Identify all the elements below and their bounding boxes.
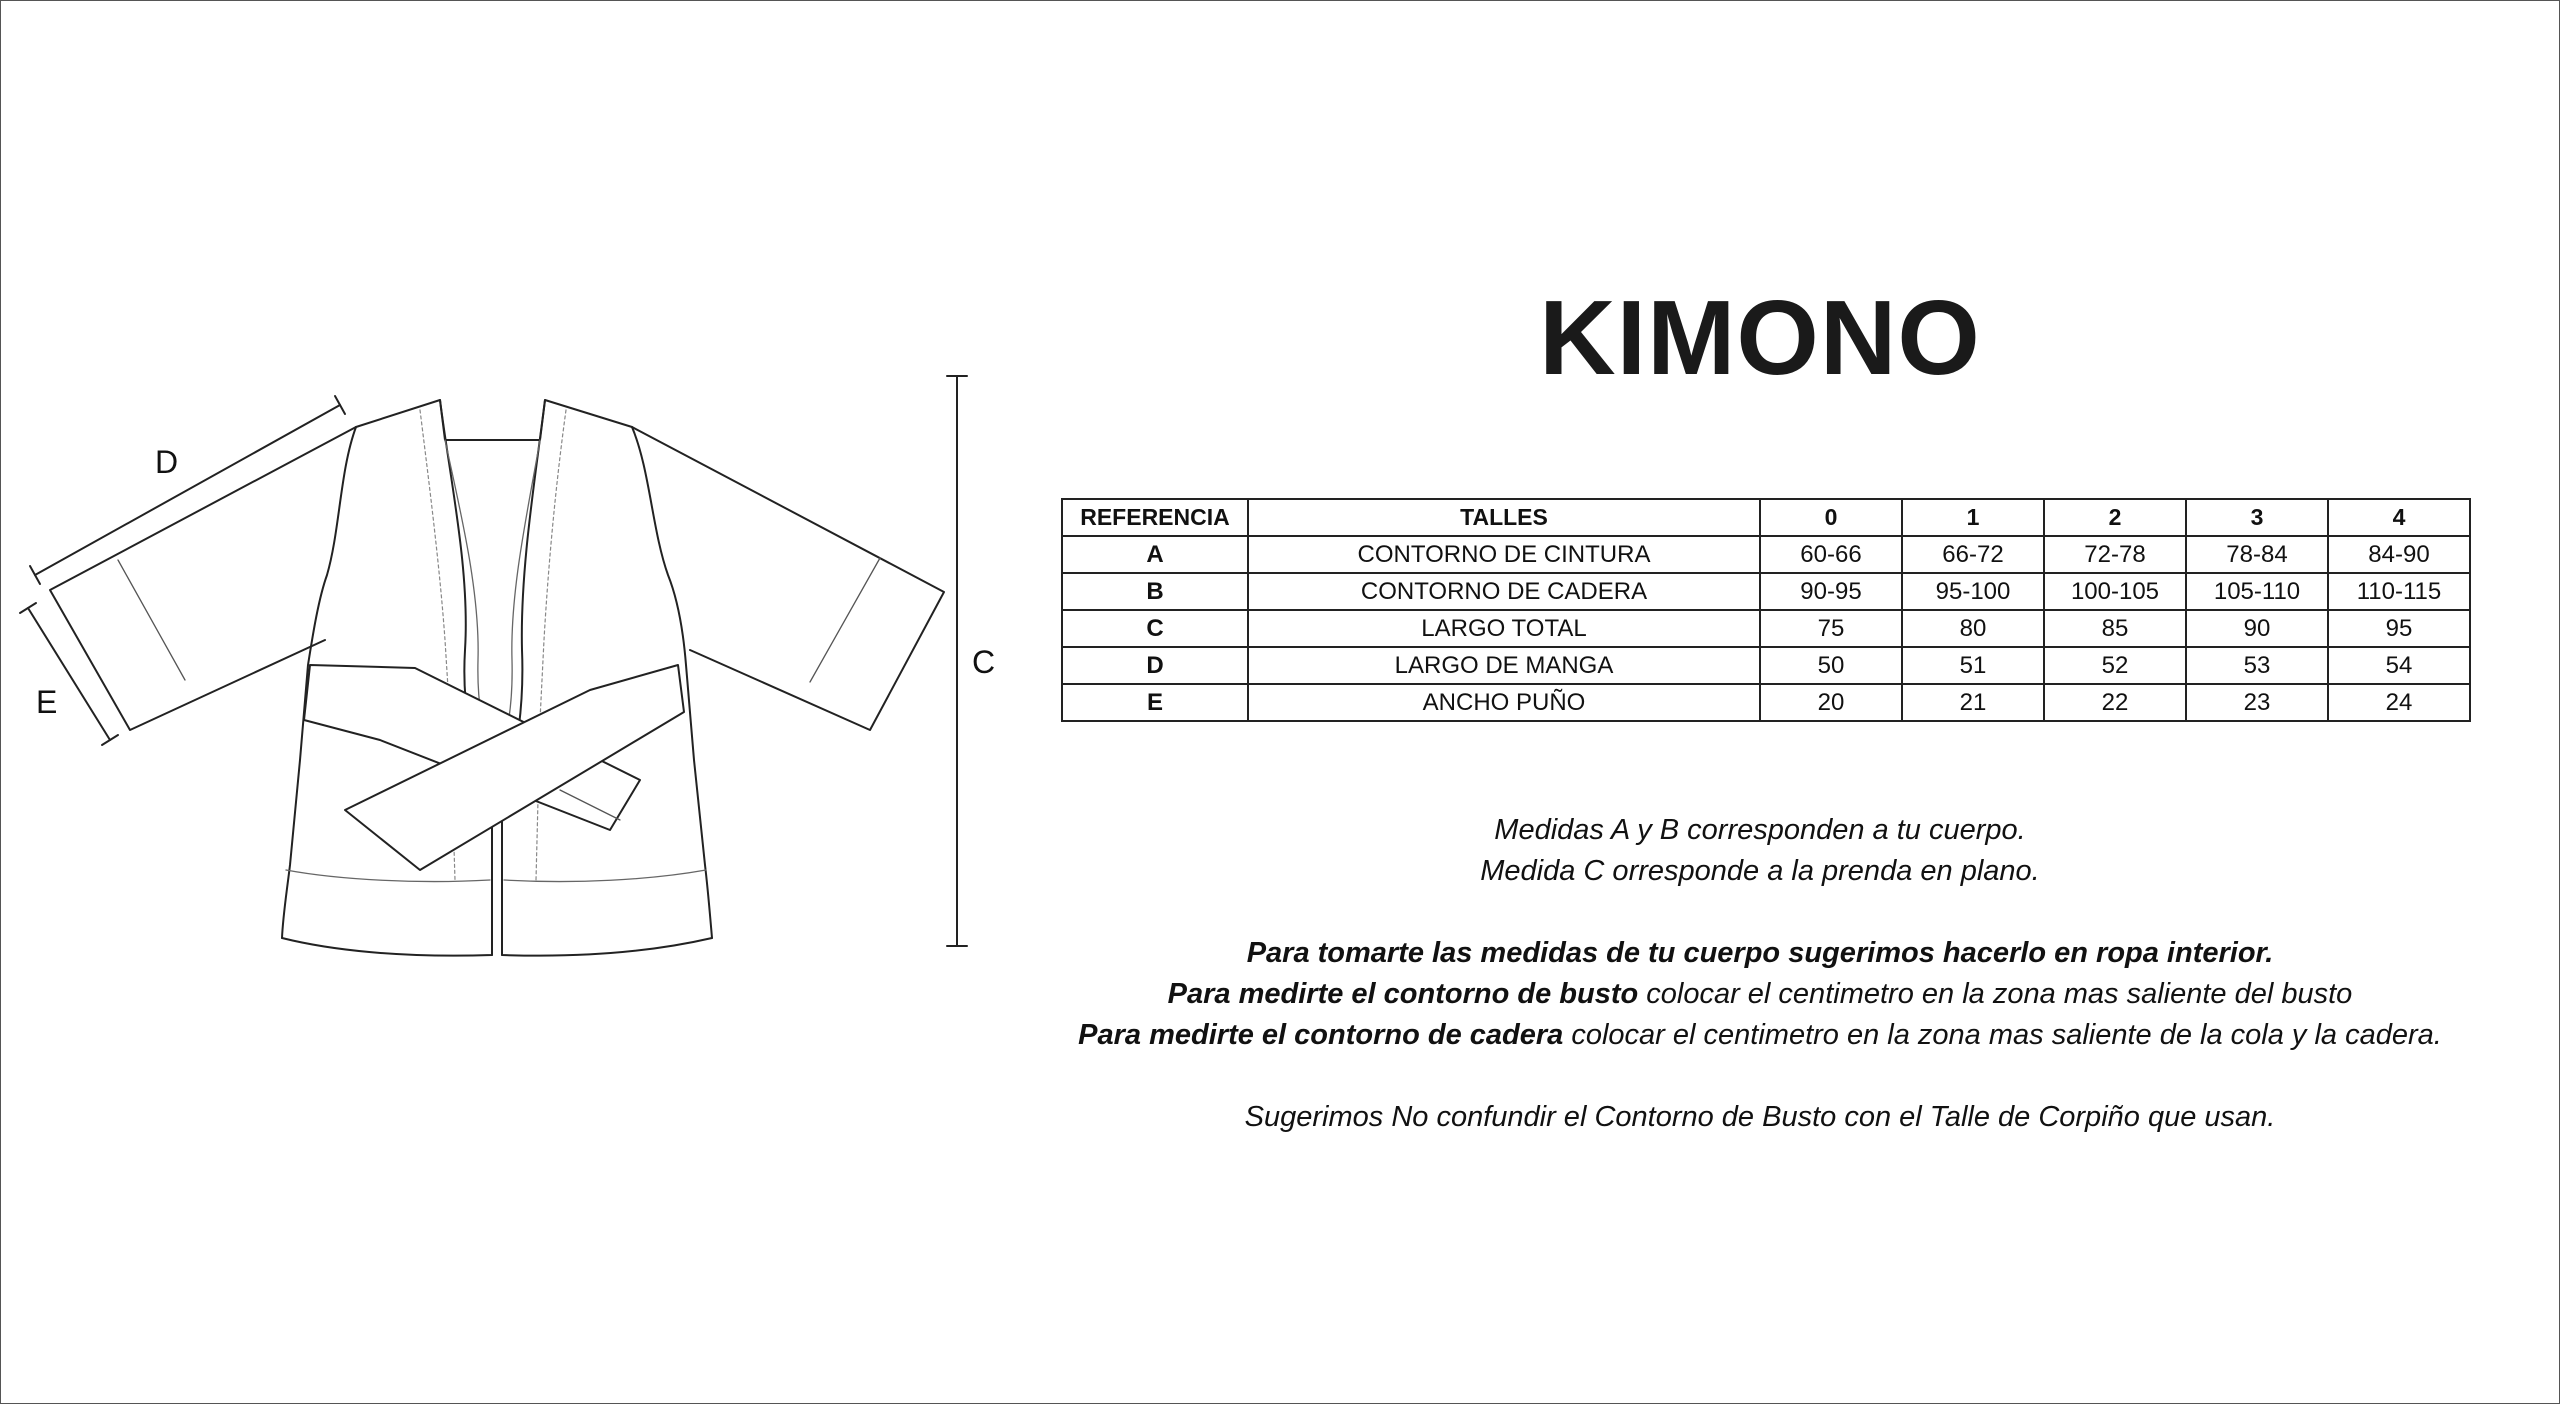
row-ref: D: [1062, 647, 1248, 684]
row-value: 110-115: [2328, 573, 2470, 610]
note-spacer: [1060, 892, 2460, 933]
header-talles: TALLES: [1248, 499, 1760, 536]
header-size-1: 1: [1902, 499, 2044, 536]
hem-left: [282, 900, 492, 956]
dim-e-tick-b: [102, 735, 118, 745]
note-line-5: [1060, 1015, 2460, 1056]
hem-band-r: [504, 870, 706, 882]
note-line-4: [1060, 974, 2460, 1015]
note-line-5-rest: colocar el centimetro en la zona mas saliente de la cola y la cadera.: [1563, 1019, 2442, 1051]
row-talle: CONTORNO DE CINTURA: [1248, 536, 1760, 573]
row-talle: ANCHO PUÑO: [1248, 684, 1760, 721]
row-talle: LARGO TOTAL: [1248, 610, 1760, 647]
row-value: 52: [2044, 647, 2186, 684]
row-value: 54: [2328, 647, 2470, 684]
right-cuff-seam: [810, 558, 880, 682]
dim-label-c: C: [972, 644, 996, 680]
left-cuff-seam: [118, 560, 185, 680]
header-referencia: REFERENCIA: [1062, 499, 1248, 536]
row-talle: CONTORNO DE CADERA: [1248, 573, 1760, 610]
row-ref: B: [1062, 573, 1248, 610]
note-line-1: Medidas A y B corresponden a tu cuerpo.: [1494, 814, 2026, 846]
row-value: 66-72: [1902, 536, 2044, 573]
row-value: 90: [2186, 610, 2328, 647]
row-ref: C: [1062, 610, 1248, 647]
row-value: 84-90: [2328, 536, 2470, 573]
row-value: 100-105: [2044, 573, 2186, 610]
row-value: 51: [1902, 647, 2044, 684]
row-ref: E: [1062, 684, 1248, 721]
note-line-5-bold: Para medirte el contorno de cadera: [1078, 1019, 1564, 1051]
note-line-3: [1060, 933, 2460, 974]
row-value: 95-100: [1902, 573, 2044, 610]
row-value: 22: [2044, 684, 2186, 721]
note-line-2: Medida C orresponde a la prenda en plano.: [1480, 855, 2040, 887]
kimono-drawing: [0, 0, 1040, 1404]
row-value: 95: [2328, 610, 2470, 647]
table-header-row: [1062, 499, 2470, 536]
page-title: KIMONO: [1539, 279, 1981, 397]
note-line-4-rest: colocar el centimetro en la zona mas saliente del busto: [1638, 978, 2353, 1010]
row-value: 90-95: [1760, 573, 1902, 610]
row-value: 78-84: [2186, 536, 2328, 573]
collar-right: [502, 400, 545, 955]
table-row: [1062, 610, 2470, 647]
row-value: 60-66: [1760, 536, 1902, 573]
row-value: 53: [2186, 647, 2328, 684]
table-row: [1062, 573, 2470, 610]
collar-left: [440, 400, 492, 955]
note-line-4-bold: Para medirte el contorno de busto: [1167, 978, 1639, 1010]
hem-band: [286, 870, 490, 882]
row-value: 75: [1760, 610, 1902, 647]
row-value: 105-110: [2186, 573, 2328, 610]
header-size-4: 4: [2328, 499, 2470, 536]
row-ref: A: [1062, 536, 1248, 573]
hem-right: [502, 900, 712, 956]
table-row: [1062, 536, 2470, 573]
row-value: 20: [1760, 684, 1902, 721]
row-talle: LARGO DE MANGA: [1248, 647, 1760, 684]
dim-d-tick-a: [30, 566, 40, 584]
size-table: [1061, 498, 2471, 722]
note-line-6: Sugerimos No confundir el Contorno de Busto con el Talle de Corpiño que usan.: [1244, 1101, 2276, 1133]
row-value: 21: [1902, 684, 2044, 721]
dim-e-tick-a: [20, 603, 36, 613]
dim-d-line: [35, 405, 340, 575]
row-value: 72-78: [2044, 536, 2186, 573]
table-row: [1062, 647, 2470, 684]
header-size-3: 3: [2186, 499, 2328, 536]
note-line-3-text: Para tomarte las medidas de tu cuerpo sugerimos hacerlo en ropa interior.: [1246, 937, 2274, 969]
row-value: 23: [2186, 684, 2328, 721]
header-size-2: 2: [2044, 499, 2186, 536]
row-value: 50: [1760, 647, 1902, 684]
notes-block: [1060, 810, 2460, 1138]
header-size-0: 0: [1760, 499, 1902, 536]
row-value: 24: [2328, 684, 2470, 721]
dim-label-e: E: [36, 684, 58, 720]
dim-label-d: D: [155, 444, 179, 480]
shoulder-left: [356, 400, 632, 440]
row-value: 85: [2044, 610, 2186, 647]
dim-d-tick-b: [335, 396, 345, 414]
table-row: [1062, 684, 2470, 721]
note-spacer-2: [1060, 1056, 2460, 1097]
row-value: 80: [1902, 610, 2044, 647]
